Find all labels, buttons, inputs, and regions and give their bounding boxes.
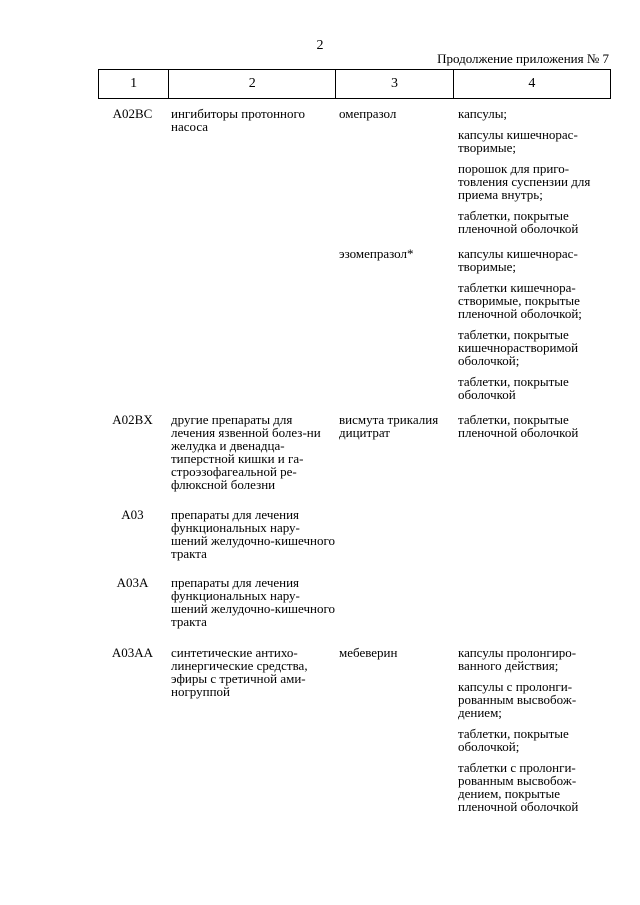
dosage-form: таблетки кишечнора-створимые, покрытые пленочной оболочкой; xyxy=(458,280,582,321)
dosage-form: капсулы с пролонги-рованным высвобож-дением; xyxy=(458,679,577,720)
dosage-form: таблетки, покрытые пленочной оболочкой xyxy=(458,208,579,236)
column-header-2: 2 xyxy=(169,70,336,99)
dosage-form: таблетки, покрытые оболочкой; xyxy=(458,726,569,754)
page-number: 2 xyxy=(316,38,324,53)
category-text: синтетические антихо-линергические средства, эфиры с третичной ами-ногруппой xyxy=(171,645,308,699)
dosage-form: капсулы; xyxy=(458,106,508,121)
drug-name: эзомепразол* xyxy=(339,246,414,261)
atc-code: A03A xyxy=(116,575,149,590)
column-header-row xyxy=(99,70,611,99)
category-text: другие препараты для лечения язвенной болез-ни желудка и двенадца-типерстной кишки и га-строэзофагеальной ре-флюксной болезни xyxy=(171,412,321,492)
atc-code: A02BC xyxy=(112,106,153,121)
dosage-form: таблетки, покрытые кишечнорастворимой оболочкой; xyxy=(458,327,579,368)
column-header-4: 4 xyxy=(453,70,610,99)
dosage-forms-list xyxy=(458,413,618,447)
atc-code: A03 xyxy=(121,507,144,522)
dosage-form: порошок для приго-товления суспензии для приема внутрь; xyxy=(458,161,591,202)
drug-name: висмута трикалия дицитрат xyxy=(339,412,439,440)
dosage-form: капсулы кишечнорас-творимые; xyxy=(458,127,578,155)
dosage-form: таблетки, покрытые пленочной оболочкой xyxy=(458,412,579,440)
dosage-form: капсулы пролонгиро-ванного действия; xyxy=(458,645,577,673)
dosage-forms-list xyxy=(458,247,618,409)
column-header-3: 3 xyxy=(336,70,453,99)
category-text: ингибиторы протонного насоса xyxy=(171,106,305,134)
category-text: препараты для лечения функциональных нару-шений желудочно-кишечного тракта xyxy=(171,507,335,561)
drug-name: омепразол xyxy=(339,106,397,121)
dosage-form: таблетки с пролонги-рованным высвобож-дением, покрытые пленочной оболочкой xyxy=(458,760,579,814)
column-header-table xyxy=(98,69,611,99)
atc-code: A03AA xyxy=(111,645,154,660)
column-header-1: 1 xyxy=(99,70,169,99)
dosage-form: капсулы кишечнорас-творимые; xyxy=(458,246,578,274)
atc-code: A02BX xyxy=(112,412,153,427)
dosage-forms-list xyxy=(458,646,618,821)
dosage-forms-list xyxy=(458,107,618,243)
drug-name: мебеверин xyxy=(339,645,398,660)
dosage-form: таблетки, покрытые оболочкой xyxy=(458,374,569,402)
category-text: препараты для лечения функциональных нару-шений желудочно-кишечного тракта xyxy=(171,575,335,629)
continuation-label: Продолжение приложения № 7 xyxy=(437,51,609,66)
